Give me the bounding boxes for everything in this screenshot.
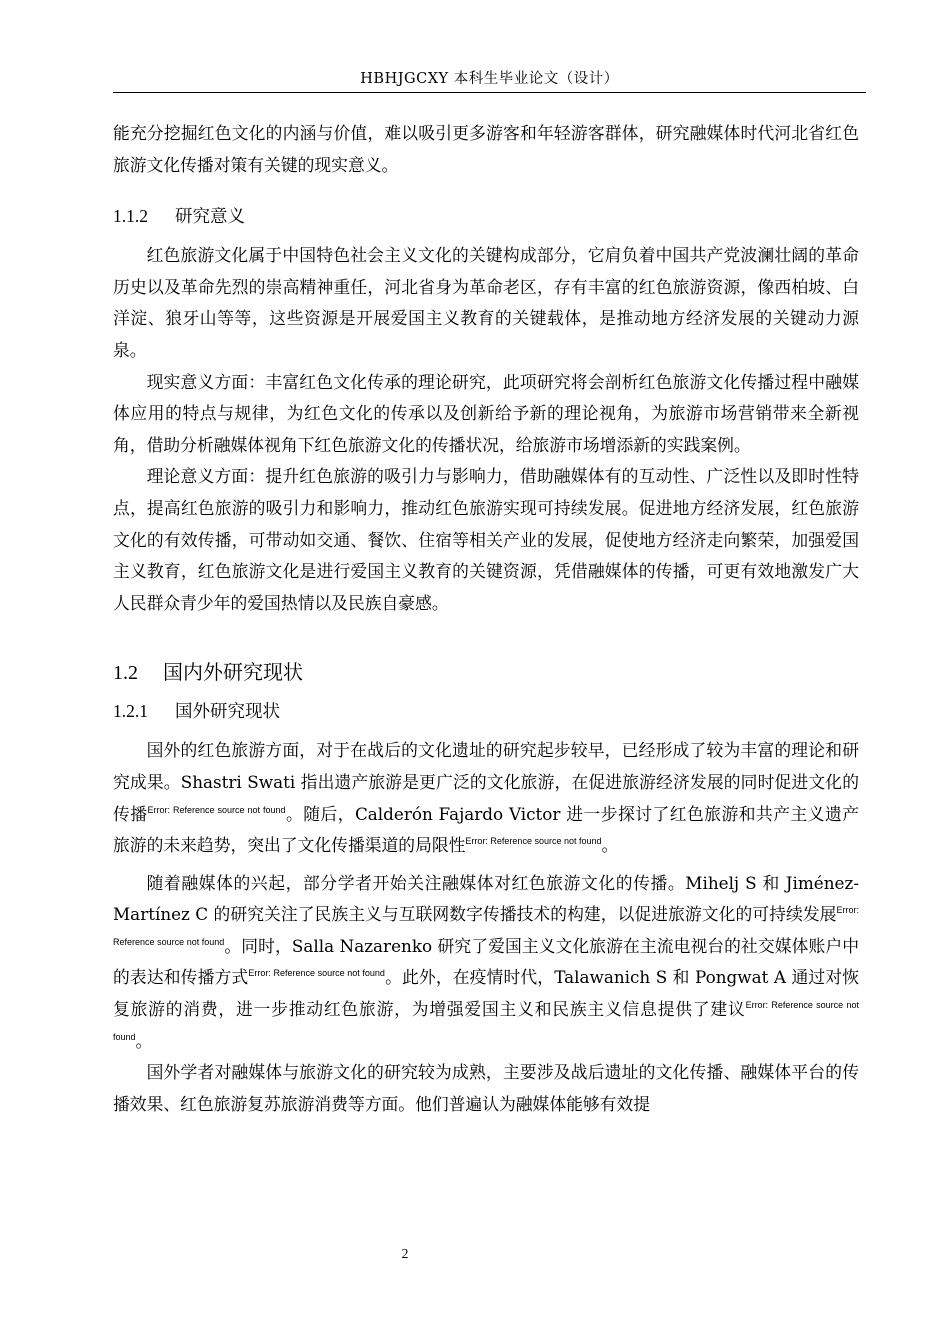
header-rule — [113, 92, 866, 93]
paragraph-foreign-2: 随着融媒体的兴起，部分学者开始关注融媒体对红色旅游文化的传播。Mihelj S 和 Jiménez‐Martínez C 的研究关注了民族主义与互联网数字传播技术的构建，以促进旅游文化的可持续发展$^{Error: Reference source not found}$。同时，Salla Nazarenko 研究了爱国主义文化旅游在主流电视台的社交媒体账户中的表达和传播方式$^{Error: Reference source not found}$。此外，在疫情时代，Talawanich S 和 Pongwat A 通过对恢复旅游的消费，进一步推动红色旅游，为增强爱国主义和民族主义信息提供了建议$^{Error: Reference source not found}$。 — [113, 872, 859, 1051]
reference-error: Error: Reference source not found — [248, 968, 385, 979]
reference-error: Error: Reference source not found — [147, 804, 286, 815]
section-heading-1-1-2 — [113, 201, 859, 232]
page-number: 2 — [401, 1246, 409, 1261]
section-title: 研究意义 — [175, 207, 245, 228]
reference-error: Error: Reference source not found — [113, 905, 859, 947]
paragraph-foreign-1: 国外的红色旅游方面，对于在战后的文化遗址的研究起步较早，已经形成了较为丰富的理论和研究成果。Shastri Swati 指出遗产旅游是更广泛的文化旅游，在促进旅游经济发展的同时促进文化的传播$^{Error: Reference source not found}$。随后，Calderón Fajardo Victor 进一步探讨了红色旅游和共产主义遗产旅游的未来趋势，突出了文化传播渠道的局限性$^{Error: Reference source not found}$。 — [113, 740, 859, 856]
running-header: HBHJGCXY 本科生毕业论文（设计） — [360, 71, 619, 87]
paragraph-foreign-3: 国外学者对融媒体与旅游文化的研究较为成熟，主要涉及战后遗址的文化传播、融媒体平台的传播效果、红色旅游复苏旅游消费等方面。他们普遍认为融媒体能够有效提 — [113, 1062, 859, 1114]
paragraph-practical: 现实意义方面：丰富红色文化传承的理论研究，此项研究将会剖析红色旅游文化传播过程中融媒体应用的特点与规律，为红色文化的传承以及创新给予新的理论视角，为旅游市场营销带来全新视角，借助分析融媒体视角下红色旅游文化的传播状况，给旅游市场增添新的实践案例。 — [113, 371, 859, 455]
section-heading-1-2 — [113, 655, 859, 690]
paragraph-significance: 红色旅游文化属于中国特色社会主义文化的关键构成部分，它肩负着中国共产党波澜壮阔的革命历史以及革命先烈的崇高精神重任，河北省身为革命老区，存有丰富的红色旅游资源，像西柏坡、白洋淀、狼牙山等等，这些资源是开展爱国主义教育的关键载体，是推动地方经济发展的关键动力源泉。 — [113, 245, 859, 360]
section-heading-1-2-1 — [113, 696, 859, 727]
paragraph-continued: 能充分挖掘红色文化的内涵与价值，难以吸引更多游客和年轻游客群体，研究融媒体时代河北省红色旅游文化传播对策有关键的现实意义。 — [113, 123, 859, 175]
body-text — [113, 118, 859, 1120]
section-number: 1.2.1 — [113, 701, 148, 722]
section-number: 1.2 — [113, 662, 138, 685]
reference-error: Error: Reference source not found — [113, 1000, 859, 1042]
section-title: 国内外研究现状 — [163, 660, 303, 685]
section-title: 国外研究现状 — [175, 702, 280, 723]
reference-error: Error: Reference source not found — [465, 836, 602, 847]
paragraph-theoretical: 理论意义方面：提升红色旅游的吸引力与影响力，借助融媒体有的互动性、广泛性以及即时性特点，提高红色旅游的吸引力和影响力，推动红色旅游实现可持续发展。促进地方经济发展，红色旅游文化的有效传播，可带动如交通、餐饮、住宿等相关产业的发展，促使地方经济走向繁荣，加强爱国主义教育，红色旅游文化是进行爱国主义教育的关键资源，凭借融媒体的传播，可更有效地激发广大人民群众青少年的爱国热情以及民族自豪感。 — [113, 466, 859, 613]
section-number: 1.1.2 — [113, 206, 148, 227]
